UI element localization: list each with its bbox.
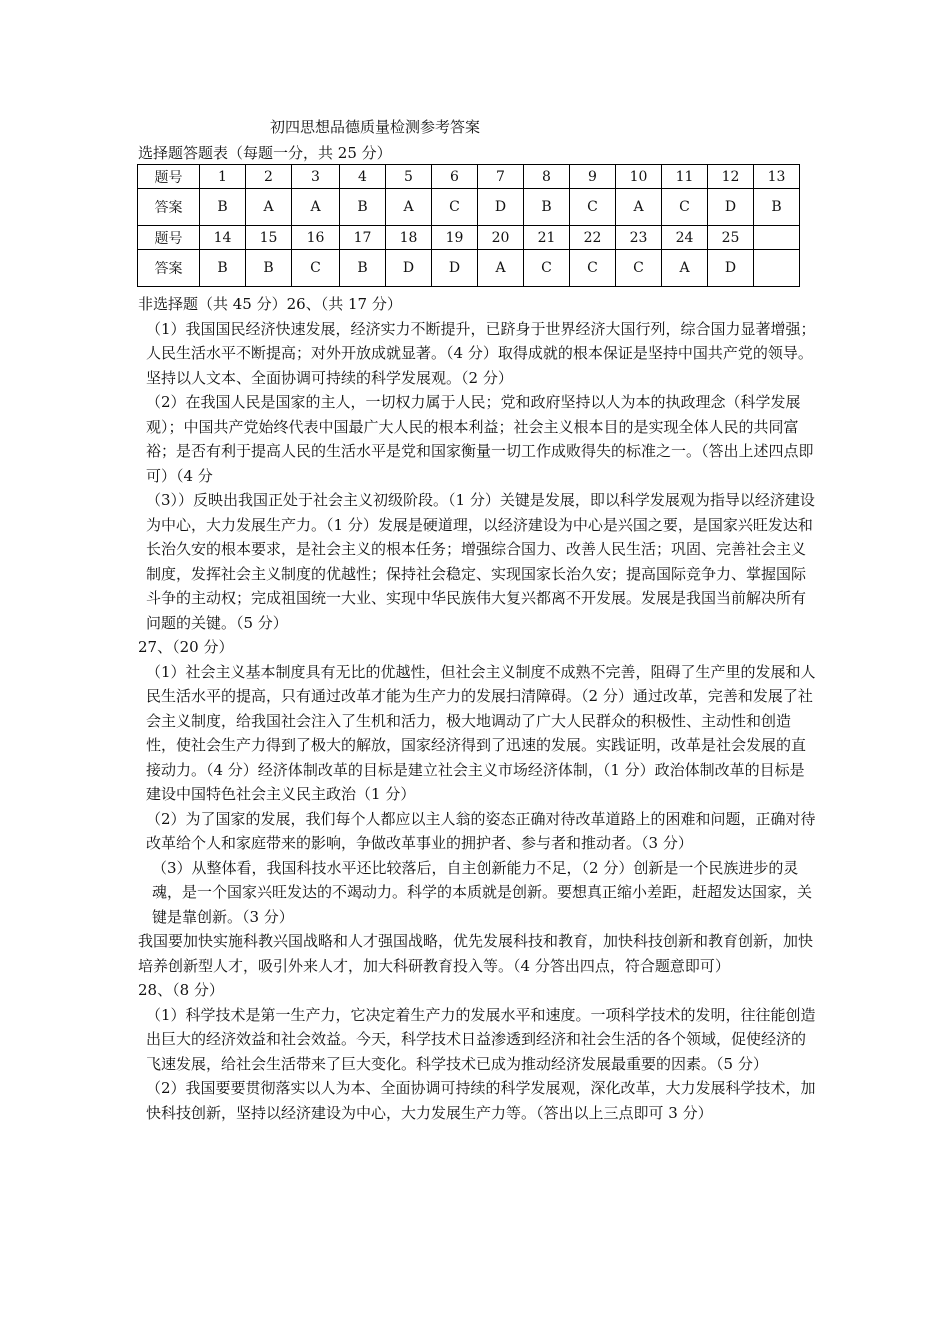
row-label-answer: 答案 — [138, 250, 200, 287]
answer-cell: B — [340, 189, 386, 226]
table-row — [138, 165, 800, 189]
answer-cell: C — [662, 189, 708, 226]
question-number-cell: 1 — [200, 165, 246, 189]
answer-cell: C — [616, 250, 662, 287]
question-number-cell: 18 — [386, 226, 432, 250]
question-number-cell: 7 — [478, 165, 524, 189]
answer-text — [138, 292, 818, 1125]
section-header: 28、（8 分） — [138, 981, 224, 999]
table-row — [138, 226, 800, 250]
question-number-cell: 22 — [570, 226, 616, 250]
question-number-cell — [754, 226, 800, 250]
answer-paragraph: （1）我国国民经济快速发展，经济实力不断提升，已跻身于世界经济大国行列，综合国力显著增强；人民生活水平不断提高；对外开放成就显著。（4 分）取得成就的根本保证是坚持中国共产党的领导。坚持以人文本、全面协调可持续的科学发展观。（2 分） — [146, 319, 816, 387]
answer-cell: A — [616, 189, 662, 226]
answer-cell: C — [570, 250, 616, 287]
answer-cell: C — [292, 250, 340, 287]
row-label-number: 题号 — [138, 226, 200, 250]
answer-cell: B — [524, 189, 570, 226]
answer-cell: B — [200, 250, 246, 287]
answer-paragraph: （1）科学技术是第一生产力，它决定着生产力的发展水平和速度。一项科学技术的发明，往往能创造出巨大的经济效益和社会效益。今天，科学技术日益渗透到经济和社会生活的各个领域，促使经济的飞速发展，给社会生活带来了巨大变化。科学技术已成为推动经济发展最重要的因素。（5 分） — [146, 1005, 816, 1073]
question-number-cell: 10 — [616, 165, 662, 189]
answer-cell: D — [432, 250, 478, 287]
row-label-number: 题号 — [138, 165, 200, 189]
answer-cell: D — [708, 250, 754, 287]
question-number-cell: 17 — [340, 226, 386, 250]
answer-paragraph: （2）我国要要贯彻落实以人为本、全面协调可持续的科学发展观，深化改革，大力发展科学技术，加快科技创新，坚持以经济建设为中心，大力发展生产力等。（答出以上三点即可 3 分） — [146, 1079, 816, 1122]
answer-cell: B — [754, 189, 800, 226]
section-header: 27、（20 分） — [138, 638, 234, 656]
answer-cell: B — [340, 250, 386, 287]
answer-cell: A — [246, 189, 292, 226]
table-caption: 选择题答题表（每题一分，共 25 分） — [138, 144, 392, 162]
row-label-answer: 答案 — [138, 189, 200, 226]
answer-cell: D — [708, 189, 754, 226]
answer-cell: B — [246, 250, 292, 287]
question-number-cell: 3 — [292, 165, 340, 189]
question-number-cell: 11 — [662, 165, 708, 189]
question-number-cell: 20 — [478, 226, 524, 250]
question-number-cell: 15 — [246, 226, 292, 250]
answer-cell: A — [478, 250, 524, 287]
answer-paragraph: （2）为了国家的发展，我们每个人都应以主人翁的姿态正确对待改革道路上的困难和问题，正确对待改革给个人和家庭带来的影响，争做改革事业的拥护者、参与者和推动者。（3 分） — [146, 809, 816, 852]
question-number-cell: 4 — [340, 165, 386, 189]
question-number-cell: 13 — [754, 165, 800, 189]
question-number-cell: 24 — [662, 226, 708, 250]
question-number-cell: 6 — [432, 165, 478, 189]
answer-cell: A — [662, 250, 708, 287]
question-number-cell: 19 — [432, 226, 478, 250]
answer-cell: A — [386, 189, 432, 226]
answer-paragraph: 我国要加快实施科教兴国战略和人才强国战略，优先发展科技和教育，加快科技创新和教育创新，加快培养创新型人才，吸引外来人才，加大科研教育投入等。（4 分答出四点，符合题意即可） — [138, 932, 814, 975]
question-number-cell: 5 — [386, 165, 432, 189]
answer-paragraph: （1）社会主义基本制度具有无比的优越性，但社会主义制度不成熟不完善，阻碍了生产里的发展和人民生活水平的提高，只有通过改革才能为生产力的发展扫清障碍。（2 分）通过改革，完善和发展了社会主义制度，给我国社会注入了生机和活力，极大地调动了广大人民群众的积极性、主动性和创造性，使社会生产力得到了极大的解放，国家经济得到了迅速的发展。实践证明，改革是社会发展的直接动力。（4 分）经济体制改革的目标是建立社会主义市场经济体制，（1 分）政治体制改革的目标是建设中国特色社会主义民主政治（1 分） — [146, 662, 816, 803]
question-number-cell: 25 — [708, 226, 754, 250]
question-number-cell: 2 — [246, 165, 292, 189]
question-number-cell: 16 — [292, 226, 340, 250]
answer-table — [137, 164, 800, 287]
question-number-cell: 14 — [200, 226, 246, 250]
question-number-cell: 21 — [524, 226, 570, 250]
question-number-cell: 23 — [616, 226, 662, 250]
answer-paragraph: （3））反映出我国正处于社会主义初级阶段。（1 分）关键是发展，即以科学发展观为指导以经济建设为中心，大力发展生产力。（1 分）发展是硬道理，以经济建设为中心是兴国之要，是国家兴旺发达和长治久安的根本要求，是社会主义的根本任务；增强综合国力、改善人民生活；巩固、完善社会主义制度，发挥社会主义制度的优越性；保持社会稳定、实现国家长治久安；提高国际竞争力、掌握国际斗争的主动权；完成祖国统一大业、实现中华民族伟大复兴都离不开发展。发展是我国当前解决所有问题的关键。（5 分） — [146, 491, 815, 632]
table-row — [138, 189, 800, 226]
answer-cell: C — [432, 189, 478, 226]
table-row — [138, 250, 800, 287]
answer-cell: D — [386, 250, 432, 287]
answer-paragraph: （3）从整体看，我国科技水平还比较落后，自主创新能力不足，（2 分）创新是一个民族进步的灵魂，是一个国家兴旺发达的不竭动力。科学的本质就是创新。要想真正缩小差距，赶超发达国家，关键是靠创新。（3 分） — [152, 858, 813, 926]
section-header: 非选择题（共 45 分）26、（共 17 分） — [138, 295, 402, 313]
question-number-cell: 9 — [570, 165, 616, 189]
question-number-cell: 12 — [708, 165, 754, 189]
answer-cell — [754, 250, 800, 287]
answer-paragraph: （2）在我国人民是国家的主人，一切权力属于人民；党和政府坚持以人为本的执政理念（科学发展观）；中国共产党始终代表中国最广大人民的根本利益；社会主义根本目的是实现全体人民的共同富裕；是否有利于提高人民的生活水平是党和国家衡量一切工作成败得失的标准之一。（答出上述四点即可）（4 分 — [146, 393, 814, 485]
answer-cell: C — [570, 189, 616, 226]
answer-cell: B — [200, 189, 246, 226]
question-number-cell: 8 — [524, 165, 570, 189]
answer-cell: D — [478, 189, 524, 226]
answer-cell: C — [524, 250, 570, 287]
page-title: 初四思想品德质量检测参考答案 — [270, 118, 481, 136]
answer-cell: A — [292, 189, 340, 226]
